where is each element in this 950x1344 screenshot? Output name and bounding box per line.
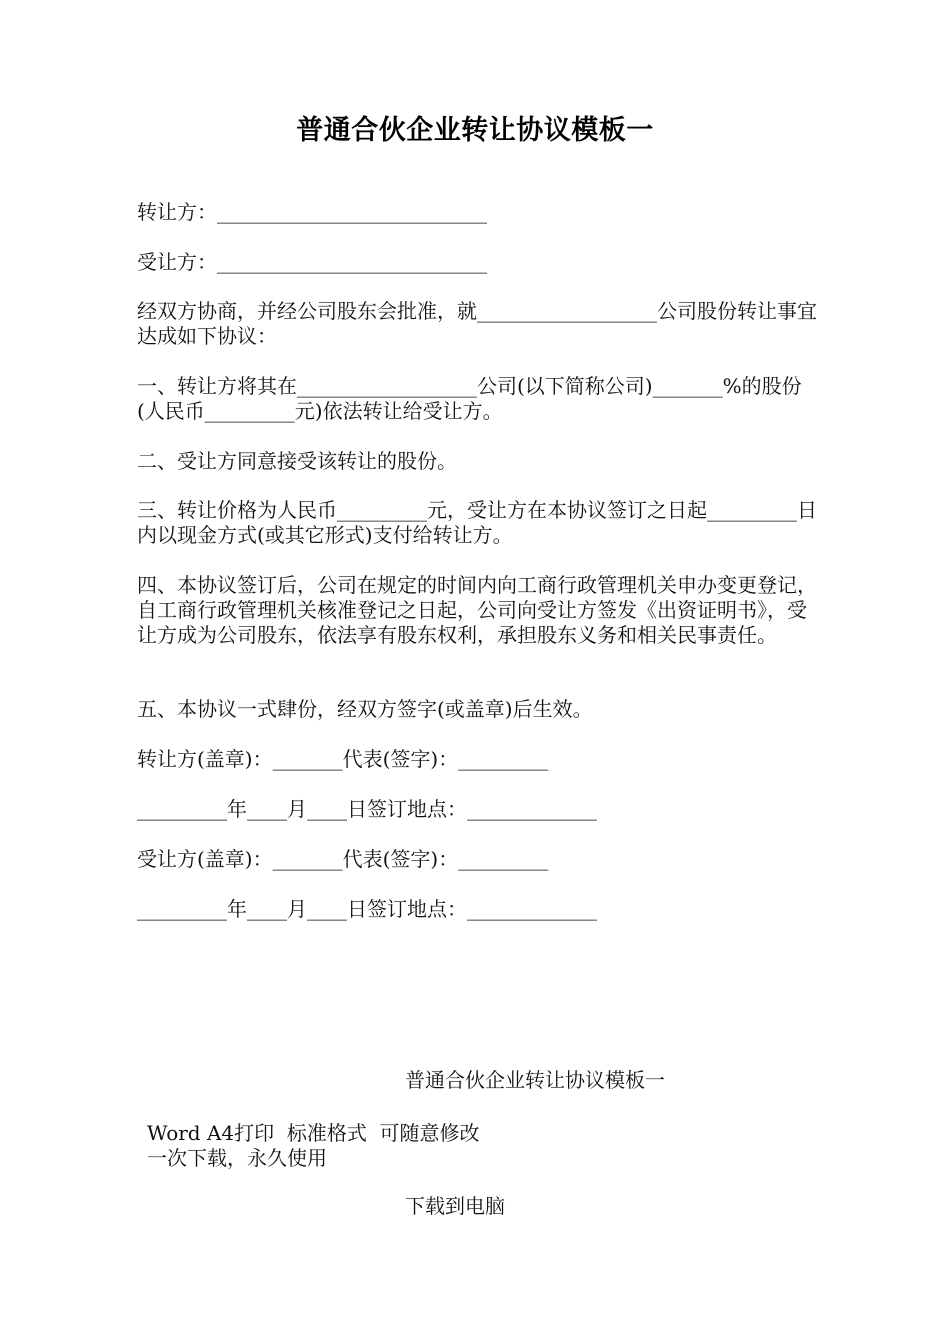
clause-3: 三、转让价格为人民币_________元，受让方在本协议签订之日起_________日内以现金方式(或其它形式)支付给转让方。 [137, 498, 817, 547]
clause-2: 二、受让方同意接受该转让的股份。 [137, 449, 457, 473]
promo-block [147, 1121, 480, 1171]
transferor-signature-line: 转让方(盖章)：_______代表(签字)：_________ [137, 747, 549, 771]
footer-title: 普通合伙企业转让协议模板一 [405, 1068, 665, 1092]
transferor-line: 转让方：___________________________ [137, 200, 487, 224]
transferor-date-line: _________年____月____日签订地点：_____________ [137, 797, 597, 821]
document-title: 普通合伙企业转让协议模板一 [296, 115, 654, 146]
clause-4: 四、本协议签订后，公司在规定的时间内向工商行政管理机关申办变更登记，自工商行政管理机关核准登记之日起，公司向受让方签发《出资证明书》，受让方成为公司股东，依法享有股东权利，承担股东义务和相关民事责任。 [137, 573, 817, 647]
download-link[interactable]: 下载到电脑 [405, 1194, 505, 1218]
intro-paragraph: 经双方协商，并经公司股东会批准，就__________________公司股份转让事宜达成如下协议： [137, 299, 817, 348]
promo-line-features: Word A4打印 标准格式 可随意修改 [147, 1121, 480, 1145]
clause-1: 一、转让方将其在__________________公司(以下简称公司)_______%的股份(人民币_________元)依法转让给受让方。 [137, 374, 802, 423]
promo-line-usage: 一次下载，永久使用 [147, 1146, 327, 1170]
transferee-signature-line: 受让方(盖章)：_______代表(签字)：_________ [137, 847, 549, 871]
transferee-line: 受让方：___________________________ [137, 250, 487, 274]
transferee-date-line: _________年____月____日签订地点：_____________ [137, 897, 597, 921]
clause-5: 五、本协议一式肆份，经双方签字(或盖章)后生效。 [137, 697, 593, 721]
